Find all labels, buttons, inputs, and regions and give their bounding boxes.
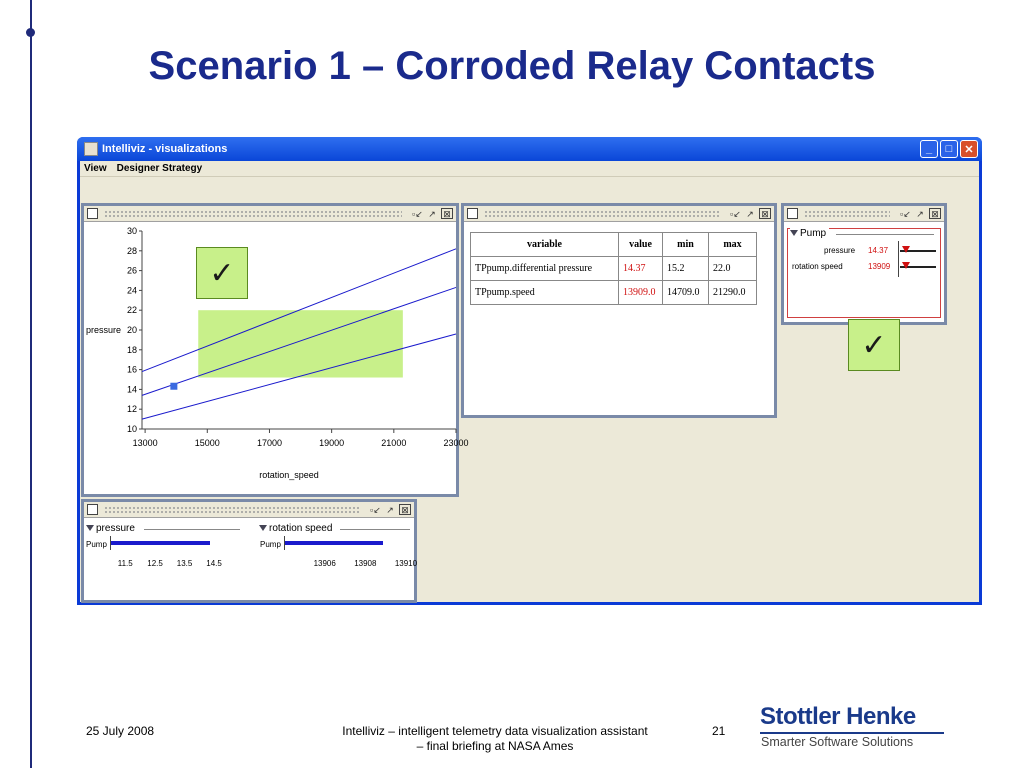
frame-close-icon[interactable]: ⊠ [399,504,411,515]
col-min: min [663,233,709,257]
pump-speed-value: 13909 [868,262,891,271]
bar-tick-label: 13910 [394,559,418,568]
x-tick-label: 21000 [381,438,407,448]
company-logo-name: Stottler Henke [760,703,916,730]
y-tick-label: 28 [126,245,137,256]
table-body [464,222,774,415]
y-tick-label: 14 [126,384,137,395]
bar-tick-label: 13908 [354,559,377,568]
table-row[interactable] [471,257,757,281]
y-tick-label: 26 [126,265,137,276]
frame-grip[interactable] [804,210,890,218]
variables-table [470,232,757,305]
maximize-icon[interactable]: ↗ [428,209,436,219]
pump-frame-header[interactable] [784,206,944,222]
y-tick-label: 16 [126,364,137,375]
frame-close-icon[interactable]: ⊠ [929,208,941,219]
x-tick-label: 19000 [319,438,345,448]
speed-row-label: Pump [260,540,281,549]
cell-value: 13909.0 [619,281,663,305]
bar-tick-label: 14.5 [206,559,222,568]
pump-pressure-value: 14.37 [868,246,889,255]
scatter-frame-header[interactable] [84,206,456,222]
menu-view[interactable]: View [84,163,107,174]
group-divider [144,529,240,530]
bar-tick-label: 11.5 [117,559,133,568]
close-button[interactable]: ✕ [960,140,978,158]
frame-grip[interactable] [104,506,360,514]
menu-designer-strategy[interactable]: Designer Strategy [116,163,203,174]
minimize-button[interactable]: _ [920,140,938,158]
speed-group-title[interactable] [259,523,332,534]
frame-menu-icon[interactable] [87,504,98,515]
table-header-row [471,233,757,257]
y-tick-label: 12 [126,404,137,415]
iconify-icon[interactable]: ▫↙ [730,209,741,219]
slide-title: Scenario 1 – Corroded Relay Contacts [148,44,876,88]
x-tick-label: 23000 [443,438,469,448]
table-row[interactable] [471,281,757,305]
bar-tick-label: 12.5 [147,559,163,568]
window-title: Intelliviz - visualizations [102,143,228,155]
regression-line [142,287,456,395]
footer-date: 25 July 2008 [86,724,155,738]
frame-grip[interactable] [104,210,402,218]
cell-max: 22.0 [709,257,757,281]
menubar [80,161,979,177]
footer-caption: Intelliviz – intelligent telemetry data visualization assistant – final briefing at NASA Ames [342,724,648,753]
maximize-button[interactable]: □ [940,140,958,158]
desktop-pane [80,177,979,602]
y-tick-label: 18 [126,344,137,355]
pump-group-box [787,228,941,318]
x-axis-label: rotation_speed [259,470,319,480]
collapse-triangle-icon[interactable] [259,525,267,531]
bar-tick-label: 13.5 [176,559,193,568]
window-client [80,161,979,602]
cell-variable: TPpump.differential pressure [471,257,619,281]
y-tick-label: 30 [126,226,137,236]
y-tick-label: 20 [126,325,137,335]
data-point [170,383,177,390]
check-icon: ✓ [848,319,900,371]
col-value: value [619,233,663,257]
speed-marker-icon [902,262,910,269]
speed-group-label: rotation speed [269,523,333,534]
iconify-icon[interactable]: ▫↙ [370,505,381,515]
pump-body [784,222,944,322]
slide-bullet-dot [26,28,35,37]
pressure-row-label: Pump [86,540,107,549]
maximize-icon[interactable]: ↗ [916,209,924,219]
maximize-icon[interactable]: ↗ [386,505,394,515]
y-axis-label: pressure [86,325,122,335]
pump-group-title[interactable] [790,228,829,239]
collapse-triangle-icon[interactable] [86,525,94,531]
y-tick-label: 10 [126,424,137,434]
cell-min: 14709.0 [663,281,709,305]
x-tick-label: 13000 [132,438,158,448]
y-tick-label: 22 [126,305,137,316]
col-max: max [709,233,757,257]
iconify-icon[interactable]: ▫↙ [900,209,911,219]
frame-menu-icon[interactable] [787,208,798,219]
pressure-bar [111,541,210,545]
frame-close-icon[interactable]: ⊠ [759,208,771,219]
pump-speed-label: rotation speed [792,262,843,271]
iconify-icon[interactable]: ▫↙ [412,209,423,219]
bars-frame [81,499,417,603]
window-titlebar[interactable] [77,137,982,161]
cell-min: 15.2 [663,257,709,281]
col-variable: variable [471,233,619,257]
x-tick-label: 17000 [256,438,282,448]
slide-left-rule [30,0,32,768]
x-tick-label: 15000 [194,438,220,448]
table-frame [461,203,777,418]
scatter-plot [84,222,469,494]
check-icon: ✓ [196,247,248,299]
pump-group-label: Pump [800,228,827,239]
pump-pressure-label: pressure [824,246,856,255]
intelliviz-window [77,137,982,605]
frame-menu-icon[interactable] [87,208,98,219]
pressure-marker-icon [902,246,910,253]
pressure-group-label: pressure [96,523,135,534]
table-frame-header[interactable] [464,206,774,222]
cell-max: 21290.0 [709,281,757,305]
pump-frame [781,203,947,325]
speed-bar [285,541,383,545]
cell-value: 14.37 [619,257,663,281]
page-number: 21 [712,724,726,738]
group-divider [836,234,934,235]
group-divider [340,529,410,530]
scatter-body [84,222,469,494]
frame-grip[interactable] [484,210,720,218]
collapse-triangle-icon[interactable] [790,230,798,236]
maximize-icon[interactable]: ↗ [746,209,754,219]
java-app-icon [84,142,98,156]
pressure-group-title[interactable] [86,523,135,534]
cell-variable: TPpump.speed [471,281,619,305]
frame-menu-icon[interactable] [467,208,478,219]
logo-underline [760,732,944,734]
company-tagline: Smarter Software Solutions [761,735,914,749]
scatter-frame [81,203,469,497]
bars-body [84,518,418,600]
bars-frame-header[interactable] [84,502,414,518]
y-tick-label: 24 [126,285,137,296]
gauge-axis [898,241,899,277]
frame-close-icon[interactable]: ⊠ [441,208,453,219]
normal-range-region [198,310,403,377]
bar-tick-label: 13906 [313,559,336,568]
